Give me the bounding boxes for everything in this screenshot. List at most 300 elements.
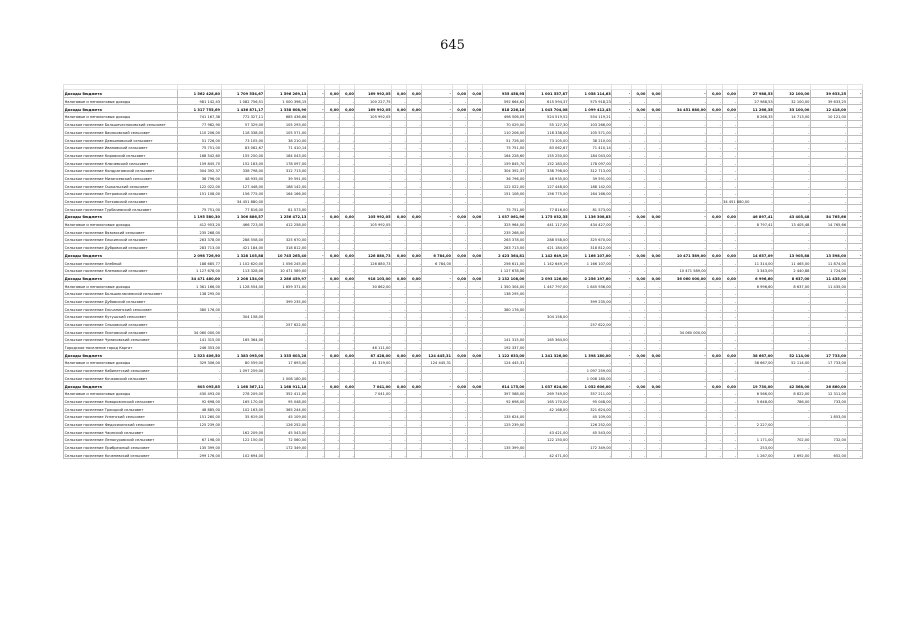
table-cell: 981 142,43 bbox=[178, 97, 221, 105]
table-cell: 918 103,00 bbox=[355, 274, 392, 282]
table-cell: - bbox=[722, 113, 737, 121]
table-cell: - bbox=[467, 97, 482, 105]
table-cell: 1 361 166,00 bbox=[178, 282, 221, 290]
table-cell: - bbox=[774, 312, 811, 320]
table-row bbox=[64, 351, 863, 359]
table-cell: 2 423 364,81 bbox=[482, 251, 525, 259]
table-cell: - bbox=[392, 189, 407, 197]
table-cell: 278 209,00 bbox=[221, 389, 264, 397]
table-cell: - bbox=[355, 228, 392, 236]
table-cell: 0,00 bbox=[392, 351, 407, 359]
table-cell: - bbox=[467, 259, 482, 267]
table-cell: - bbox=[811, 151, 848, 159]
table-cell: - bbox=[662, 228, 707, 236]
table-cell: - bbox=[355, 435, 392, 443]
table-cell: - bbox=[722, 328, 737, 336]
table-cell: 1 306 886,57 bbox=[221, 213, 264, 221]
table-cell: - bbox=[340, 412, 355, 420]
table-cell: 11 266,35 bbox=[737, 105, 774, 113]
table-cell: - bbox=[646, 174, 661, 182]
table-cell: - bbox=[631, 405, 646, 413]
table-cell: - bbox=[178, 366, 221, 374]
table-cell: 2 093 126,00 bbox=[526, 274, 569, 282]
table-cell: 45 543,00 bbox=[569, 428, 612, 436]
table-cell: 321 624,00 bbox=[569, 405, 612, 413]
table-cell: - bbox=[221, 320, 264, 328]
table-cell: - bbox=[526, 366, 569, 374]
table-cell: 1 398 180,00 bbox=[569, 351, 612, 359]
table-cell: - bbox=[452, 243, 467, 251]
table-cell: - bbox=[308, 443, 325, 451]
table-cell: 0,00 bbox=[707, 90, 722, 98]
table-cell: - bbox=[612, 428, 631, 436]
table-cell: 80 559,00 bbox=[221, 359, 264, 367]
table-cell: 1 724,00 bbox=[811, 266, 848, 274]
table-cell: - bbox=[340, 374, 355, 382]
table-cell: - bbox=[340, 297, 355, 305]
table-cell: - bbox=[325, 428, 340, 436]
table-cell: - bbox=[612, 336, 631, 344]
table-cell: 325 964,00 bbox=[482, 220, 525, 228]
table-cell: 1 335 603,28 bbox=[264, 351, 307, 359]
table-row bbox=[64, 336, 863, 344]
table-cell: - bbox=[612, 389, 631, 397]
table-cell: - bbox=[340, 266, 355, 274]
table-cell: - bbox=[612, 259, 631, 267]
table-row bbox=[64, 97, 863, 105]
table-cell: - bbox=[847, 412, 862, 420]
table-cell: - bbox=[325, 405, 340, 413]
table-cell: - bbox=[340, 143, 355, 151]
table-cell: - bbox=[707, 136, 722, 144]
table-cell: - bbox=[526, 420, 569, 428]
table-cell: 614 175,00 bbox=[482, 382, 525, 390]
table-cell: - bbox=[612, 90, 631, 98]
table-cell: - bbox=[392, 205, 407, 213]
table-cell: - bbox=[612, 282, 631, 290]
table-cell: 6 784,00 bbox=[422, 259, 452, 267]
table-cell: - bbox=[422, 197, 452, 205]
table-cell: - bbox=[308, 159, 325, 167]
table-cell: - bbox=[452, 189, 467, 197]
row-label: Налоговые и неналоговые доходы bbox=[64, 359, 178, 367]
table-cell: - bbox=[612, 289, 631, 297]
table-cell: - bbox=[646, 151, 661, 159]
table-cell: 1 142 649,19 bbox=[526, 251, 569, 259]
table-cell: - bbox=[646, 205, 661, 213]
table-cell: 118 338,00 bbox=[526, 128, 569, 136]
table-cell: 304 158,00 bbox=[526, 312, 569, 320]
table-cell: 702,00 bbox=[774, 435, 811, 443]
table-cell: 0,00 bbox=[340, 251, 355, 259]
table-cell: - bbox=[452, 259, 467, 267]
table-cell: - bbox=[325, 143, 340, 151]
table-cell: - bbox=[811, 189, 848, 197]
row-label: Сельское поселение Елькинский сельсовет bbox=[64, 236, 178, 244]
table-cell: - bbox=[325, 420, 340, 428]
table-row bbox=[64, 320, 863, 328]
table-cell: 1 267,00 bbox=[737, 451, 774, 459]
table-cell: - bbox=[612, 143, 631, 151]
table-cell: 1 001 557,87 bbox=[526, 90, 569, 98]
table-cell: - bbox=[631, 359, 646, 367]
row-label: Сельское поселение Ключевский сельсовет bbox=[64, 159, 178, 167]
table-cell: - bbox=[631, 228, 646, 236]
table-cell: - bbox=[526, 197, 569, 205]
table-row bbox=[64, 236, 863, 244]
table-cell: - bbox=[847, 397, 862, 405]
table-cell: 0,00 bbox=[467, 382, 482, 390]
table-cell: - bbox=[737, 312, 774, 320]
table-cell: - bbox=[631, 343, 646, 351]
table-cell: - bbox=[811, 297, 848, 305]
table-cell: - bbox=[662, 205, 707, 213]
table-cell: 14 765,66 bbox=[811, 220, 848, 228]
table-cell: - bbox=[847, 274, 862, 282]
table-cell: - bbox=[737, 128, 774, 136]
table-cell: 0,00 bbox=[340, 105, 355, 113]
table-cell: 288 558,00 bbox=[526, 236, 569, 244]
table-cell: - bbox=[707, 435, 722, 443]
table-cell: - bbox=[707, 243, 722, 251]
table-cell: 0,00 bbox=[392, 90, 407, 98]
table-cell: - bbox=[707, 120, 722, 128]
table-cell: - bbox=[178, 320, 221, 328]
table-cell: 412 258,00 bbox=[264, 220, 307, 228]
table-cell: - bbox=[308, 174, 325, 182]
table-cell: - bbox=[662, 213, 707, 221]
table-cell: - bbox=[612, 120, 631, 128]
table-cell: - bbox=[774, 305, 811, 313]
table-cell: - bbox=[264, 197, 307, 205]
table-cell: - bbox=[340, 159, 355, 167]
table-cell: - bbox=[662, 166, 707, 174]
table-cell: - bbox=[452, 282, 467, 290]
table-cell: - bbox=[452, 420, 467, 428]
table-cell: - bbox=[392, 305, 407, 313]
table-cell: - bbox=[662, 259, 707, 267]
table-cell: 45 109,00 bbox=[569, 412, 612, 420]
table-cell: - bbox=[774, 336, 811, 344]
table-cell: - bbox=[467, 405, 482, 413]
table-cell: - bbox=[308, 105, 325, 113]
table-cell: - bbox=[662, 397, 707, 405]
table-cell: - bbox=[467, 143, 482, 151]
table-cell: 125 239,00 bbox=[178, 420, 221, 428]
table-cell: 51 726,00 bbox=[482, 136, 525, 144]
table-cell: 0,00 bbox=[452, 105, 467, 113]
table-cell: 397 588,00 bbox=[482, 389, 525, 397]
table-cell: - bbox=[737, 336, 774, 344]
table-cell: - bbox=[526, 328, 569, 336]
table-cell: - bbox=[612, 274, 631, 282]
table-cell: - bbox=[737, 174, 774, 182]
table-cell: - bbox=[774, 120, 811, 128]
table-cell: - bbox=[407, 166, 422, 174]
table-cell: - bbox=[467, 435, 482, 443]
table-cell: 0,00 bbox=[340, 274, 355, 282]
table-cell: 11 435,00 bbox=[811, 282, 848, 290]
table-cell: - bbox=[811, 289, 848, 297]
table-cell: - bbox=[325, 282, 340, 290]
table-cell: - bbox=[722, 451, 737, 459]
table-cell: - bbox=[631, 328, 646, 336]
table-cell: 0,00 bbox=[325, 90, 340, 98]
table-cell: 105 992,05 bbox=[355, 220, 392, 228]
table-cell: - bbox=[646, 374, 661, 382]
table-cell: - bbox=[407, 174, 422, 182]
table-cell: - bbox=[325, 336, 340, 344]
table-cell: 39 591,00 bbox=[264, 174, 307, 182]
table-cell: - bbox=[707, 159, 722, 167]
table-cell: 380 176,00 bbox=[178, 305, 221, 313]
table-cell: 13 905,88 bbox=[774, 251, 811, 259]
row-label: Сельское поселение Кондратовский сельсовет bbox=[64, 166, 178, 174]
table-cell: 0,00 bbox=[407, 90, 422, 98]
table-cell: - bbox=[452, 113, 467, 121]
table-cell: - bbox=[452, 97, 467, 105]
table-cell: - bbox=[325, 120, 340, 128]
table-cell: - bbox=[308, 420, 325, 428]
table-cell: - bbox=[407, 336, 422, 344]
table-cell: - bbox=[707, 166, 722, 174]
table-cell: - bbox=[355, 189, 392, 197]
table-cell: - bbox=[452, 320, 467, 328]
table-cell: - bbox=[221, 443, 264, 451]
table-cell: 318 812,00 bbox=[264, 243, 307, 251]
table-cell: - bbox=[308, 243, 325, 251]
table-cell: - bbox=[811, 305, 848, 313]
table-cell: - bbox=[482, 297, 525, 305]
table-cell: - bbox=[325, 374, 340, 382]
table-cell: - bbox=[631, 289, 646, 297]
table-cell: - bbox=[646, 159, 661, 167]
table-cell: - bbox=[467, 443, 482, 451]
table-cell: - bbox=[452, 174, 467, 182]
table-cell: - bbox=[392, 389, 407, 397]
table-cell: 0,00 bbox=[407, 382, 422, 390]
table-cell: 75 751,00 bbox=[178, 205, 221, 213]
table-cell: - bbox=[774, 328, 811, 336]
table-cell: - bbox=[662, 289, 707, 297]
table-cell: - bbox=[392, 282, 407, 290]
table-cell: 162 209,00 bbox=[221, 428, 264, 436]
table-cell: 126 880,73 bbox=[355, 251, 392, 259]
table-cell: 1 168 367,11 bbox=[221, 382, 264, 390]
table-cell: - bbox=[569, 266, 612, 274]
table-cell: - bbox=[308, 451, 325, 459]
table-cell: - bbox=[355, 166, 392, 174]
table-cell: 11 314,00 bbox=[737, 259, 774, 267]
row-label: Налоговые и неналоговые доходы bbox=[64, 113, 178, 121]
table-cell: - bbox=[722, 336, 737, 344]
table-cell: - bbox=[774, 136, 811, 144]
table-cell: - bbox=[355, 443, 392, 451]
table-cell: 105 293,00 bbox=[264, 120, 307, 128]
table-cell: 164 166,00 bbox=[264, 189, 307, 197]
table-cell: 412 953,20 bbox=[178, 220, 221, 228]
table-cell: - bbox=[308, 274, 325, 282]
table-cell: - bbox=[722, 428, 737, 436]
table-cell: - bbox=[340, 336, 355, 344]
table-row bbox=[64, 428, 863, 436]
table-cell: - bbox=[662, 412, 707, 420]
table-cell: 27 988,53 bbox=[737, 90, 774, 98]
table-cell: - bbox=[325, 113, 340, 121]
table-cell: - bbox=[811, 343, 848, 351]
table-cell: - bbox=[722, 136, 737, 144]
table-cell: - bbox=[569, 343, 612, 351]
row-label: Доходы бюджета bbox=[64, 251, 178, 259]
table-cell: 8 637,00 bbox=[774, 282, 811, 290]
table-cell: - bbox=[392, 366, 407, 374]
table-cell: - bbox=[722, 243, 737, 251]
table-cell: - bbox=[631, 220, 646, 228]
table-cell: 141 315,00 bbox=[178, 336, 221, 344]
table-cell: - bbox=[737, 243, 774, 251]
table-cell: - bbox=[631, 205, 646, 213]
table-cell: - bbox=[452, 451, 467, 459]
table-cell: - bbox=[631, 312, 646, 320]
table-cell: - bbox=[722, 412, 737, 420]
table-cell: - bbox=[811, 228, 848, 236]
table-cell: - bbox=[407, 428, 422, 436]
table-cell: - bbox=[662, 343, 707, 351]
table-cell: - bbox=[340, 366, 355, 374]
table-cell: - bbox=[392, 343, 407, 351]
table-row bbox=[64, 443, 863, 451]
table-cell: - bbox=[646, 366, 661, 374]
table-cell: - bbox=[355, 120, 392, 128]
table-cell: 0,00 bbox=[392, 274, 407, 282]
table-cell: 0,00 bbox=[340, 90, 355, 98]
table-cell: 1 241 326,00 bbox=[526, 351, 569, 359]
table-cell: 263 378,00 bbox=[482, 236, 525, 244]
table-cell: 329 306,00 bbox=[178, 359, 221, 367]
table-cell: 0,00 bbox=[452, 382, 467, 390]
table-cell: 192 337,00 bbox=[482, 343, 525, 351]
table-cell: - bbox=[707, 336, 722, 344]
table-cell: - bbox=[452, 266, 467, 274]
table-cell: - bbox=[340, 305, 355, 313]
table-cell: - bbox=[631, 236, 646, 244]
table-cell: - bbox=[422, 90, 452, 98]
table-cell: 12 418,00 bbox=[811, 105, 848, 113]
table-cell: - bbox=[482, 435, 525, 443]
table-cell: - bbox=[737, 236, 774, 244]
table-cell: 1 692,00 bbox=[774, 451, 811, 459]
table-cell: - bbox=[847, 174, 862, 182]
table-cell: 10 471 589,00 bbox=[264, 266, 307, 274]
table-cell: 54 765,66 bbox=[811, 213, 848, 221]
table-cell: - bbox=[308, 336, 325, 344]
table-cell: 110 206,00 bbox=[482, 128, 525, 136]
table-cell: 83 062,67 bbox=[221, 143, 264, 151]
table-cell: - bbox=[452, 336, 467, 344]
table-cell: - bbox=[392, 328, 407, 336]
table-cell: 75 751,00 bbox=[178, 143, 221, 151]
table-cell: 1 168 911,18 bbox=[264, 382, 307, 390]
table-cell: - bbox=[847, 113, 862, 121]
table-cell: 42 471,00 bbox=[526, 451, 569, 459]
table-cell: - bbox=[355, 236, 392, 244]
table-row bbox=[64, 412, 863, 420]
table-cell: - bbox=[355, 151, 392, 159]
table-cell: - bbox=[308, 297, 325, 305]
table-cell: 0,00 bbox=[631, 274, 646, 282]
table-row bbox=[64, 136, 863, 144]
table-cell: - bbox=[847, 236, 862, 244]
table-cell: - bbox=[355, 159, 392, 167]
table-cell: 113 328,00 bbox=[221, 266, 264, 274]
table-cell: - bbox=[308, 197, 325, 205]
table-cell: 1 058 114,63 bbox=[569, 90, 612, 98]
table-cell: - bbox=[467, 266, 482, 274]
table-row bbox=[64, 113, 863, 121]
table-cell: 1 195 580,30 bbox=[178, 213, 221, 221]
table-cell: - bbox=[325, 259, 340, 267]
table-cell: - bbox=[392, 228, 407, 236]
table-cell: 38 667,00 bbox=[737, 351, 774, 359]
table-cell: - bbox=[737, 136, 774, 144]
table-cell: 0,00 bbox=[452, 274, 467, 282]
table-row bbox=[64, 90, 863, 98]
table-cell: 935 458,95 bbox=[482, 90, 525, 98]
table-cell: - bbox=[707, 320, 722, 328]
table-cell: - bbox=[325, 366, 340, 374]
table-cell: 105 992,05 bbox=[355, 213, 392, 221]
table-cell: 126 880,73 bbox=[355, 259, 392, 267]
table-cell: - bbox=[569, 451, 612, 459]
table-cell: 0,00 bbox=[452, 213, 467, 221]
table-cell: 325 670,00 bbox=[264, 236, 307, 244]
table-cell: 1 052 606,00 bbox=[569, 382, 612, 390]
table-cell: - bbox=[467, 120, 482, 128]
table-cell: - bbox=[325, 397, 340, 405]
table-cell: 95 048,00 bbox=[264, 397, 307, 405]
table-cell: - bbox=[452, 405, 467, 413]
table-cell: 304 392,37 bbox=[178, 166, 221, 174]
table-cell: - bbox=[722, 205, 737, 213]
table-cell: - bbox=[662, 389, 707, 397]
table-cell: - bbox=[847, 320, 862, 328]
table-cell: - bbox=[737, 289, 774, 297]
table-cell: - bbox=[646, 282, 661, 290]
table-cell: - bbox=[847, 243, 862, 251]
table-cell: - bbox=[737, 143, 774, 151]
table-row bbox=[64, 189, 863, 197]
table-cell: - bbox=[569, 305, 612, 313]
table-cell: 48 885,00 bbox=[178, 405, 221, 413]
table-cell: 0,00 bbox=[467, 105, 482, 113]
table-cell: - bbox=[646, 420, 661, 428]
table-cell: - bbox=[482, 428, 525, 436]
table-cell: - bbox=[467, 159, 482, 167]
table-cell: - bbox=[452, 389, 467, 397]
table-cell: - bbox=[308, 251, 325, 259]
table-cell: - bbox=[646, 343, 661, 351]
table-cell: - bbox=[662, 305, 707, 313]
table-cell: - bbox=[612, 205, 631, 213]
table-cell: - bbox=[722, 266, 737, 274]
table-cell: 1 328 105,88 bbox=[221, 251, 264, 259]
table-cell: - bbox=[392, 420, 407, 428]
table-cell: - bbox=[707, 143, 722, 151]
table-cell: - bbox=[422, 151, 452, 159]
table-cell: 75 751,00 bbox=[482, 205, 525, 213]
table-cell: - bbox=[662, 297, 707, 305]
table-cell: - bbox=[264, 366, 307, 374]
